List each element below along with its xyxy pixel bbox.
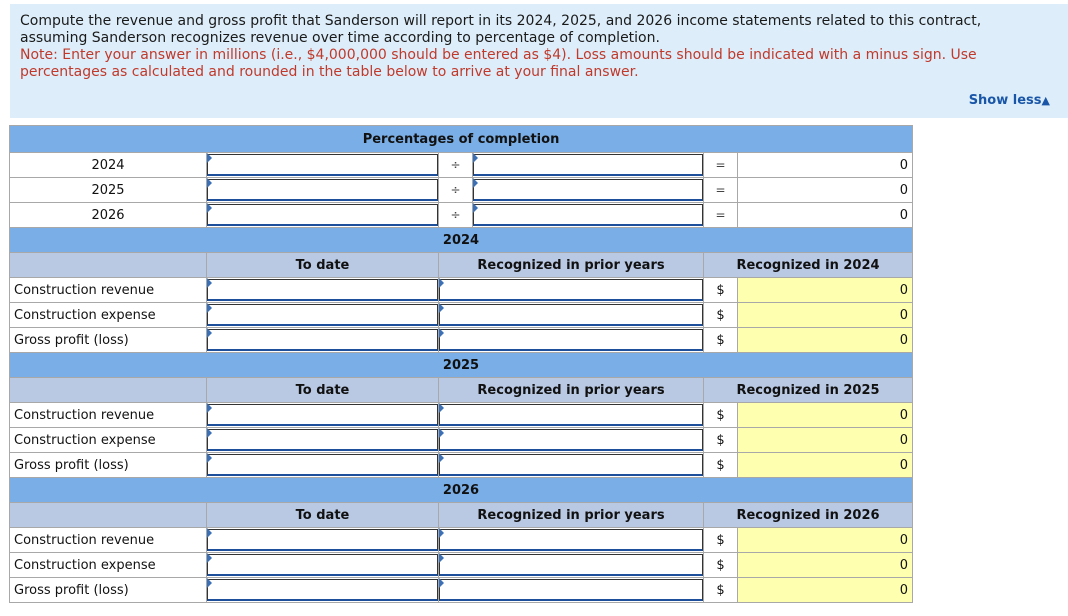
col-prior-years: Recognized in prior years: [439, 378, 704, 403]
currency-symbol: $: [704, 303, 738, 328]
pct-year: 2025: [10, 178, 207, 203]
col-to-date: To date: [207, 378, 439, 403]
prior-cell: [439, 428, 704, 453]
prior-years-input[interactable]: [439, 304, 703, 326]
to-date-input[interactable]: [207, 454, 438, 476]
pct-denominator-cell: [473, 153, 704, 178]
pct-result: 0: [738, 203, 913, 228]
to-date-cell: [207, 328, 439, 353]
recognized-value: 0: [738, 428, 913, 453]
pct-year: 2024: [10, 153, 207, 178]
col-to-date: To date: [207, 253, 439, 278]
header-blank: [10, 253, 207, 278]
pct-result: 0: [738, 178, 913, 203]
pct-row-2024: [10, 153, 913, 178]
row-label: Construction expense: [10, 553, 207, 578]
section-year: 2025: [10, 353, 913, 378]
prior-years-input[interactable]: [439, 454, 703, 476]
prior-years-input[interactable]: [439, 529, 703, 551]
col-recognized: Recognized in 2025: [704, 378, 913, 403]
to-date-cell: [207, 453, 439, 478]
divide-symbol: ÷: [439, 153, 473, 178]
instructions-main-line-1: Compute the revenue and gross profit that Sanderson will report in its 2024, 2025, and 2026 income statements related to this contract,: [20, 13, 982, 29]
currency-symbol: $: [704, 428, 738, 453]
section-band-2025: [10, 353, 913, 378]
pct-numerator-cell: [207, 203, 439, 228]
divide-symbol: ÷: [439, 178, 473, 203]
col-recognized: Recognized in 2026: [704, 503, 913, 528]
currency-symbol: $: [704, 553, 738, 578]
currency-symbol: $: [704, 528, 738, 553]
currency-symbol: $: [704, 278, 738, 303]
pct-denominator-input-2026[interactable]: [473, 204, 703, 226]
to-date-cell: [207, 553, 439, 578]
currency-symbol: $: [704, 328, 738, 353]
prior-cell: [439, 328, 704, 353]
row-revenue-2025: [10, 403, 913, 428]
to-date-input[interactable]: [207, 279, 438, 301]
pct-row-2025: [10, 178, 913, 203]
equals-symbol: =: [704, 203, 738, 228]
instructions-main-line-2: assuming Sanderson recognizes revenue over time according to percentage of completion.: [20, 30, 660, 46]
row-revenue-2026: [10, 528, 913, 553]
pct-numerator-cell: [207, 178, 439, 203]
pct-denominator-cell: [473, 178, 704, 203]
prior-cell: [439, 278, 704, 303]
pct-denominator-input-2025[interactable]: [473, 179, 703, 201]
row-label: Construction revenue: [10, 528, 207, 553]
currency-symbol: $: [704, 453, 738, 478]
instructions-note-line-2: percentages as calculated and rounded in the table below to arrive at your final answer.: [20, 64, 639, 80]
to-date-cell: [207, 303, 439, 328]
pct-numerator-input-2025[interactable]: [207, 179, 438, 201]
to-date-input[interactable]: [207, 304, 438, 326]
section-header-2026: [10, 503, 913, 528]
col-to-date: To date: [207, 503, 439, 528]
pct-band: [10, 126, 913, 153]
to-date-cell: [207, 528, 439, 553]
pct-table-title: Percentages of completion: [10, 126, 913, 153]
section-header-2024: [10, 253, 913, 278]
instructions-note-line-1: Note: Enter your answer in millions (i.e., $4,000,000 should be entered as $4). Loss amounts should be indicated with a minus sign. Use: [20, 47, 977, 63]
to-date-input[interactable]: [207, 554, 438, 576]
col-recognized: Recognized in 2024: [704, 253, 913, 278]
to-date-input[interactable]: [207, 404, 438, 426]
recognized-value: 0: [738, 453, 913, 478]
triangle-up-icon: ▲: [1041, 94, 1050, 107]
section-year: 2026: [10, 478, 913, 503]
pct-numerator-input-2026[interactable]: [207, 204, 438, 226]
pct-result: 0: [738, 153, 913, 178]
divide-symbol: ÷: [439, 203, 473, 228]
prior-cell: [439, 453, 704, 478]
row-label: Gross profit (loss): [10, 578, 207, 603]
prior-cell: [439, 578, 704, 603]
to-date-cell: [207, 578, 439, 603]
header-blank: [10, 378, 207, 403]
prior-cell: [439, 528, 704, 553]
answer-grid: [9, 125, 913, 603]
show-less-link[interactable]: [969, 93, 1050, 108]
pct-row-2026: [10, 203, 913, 228]
row-label: Construction revenue: [10, 278, 207, 303]
prior-years-input[interactable]: [439, 329, 703, 351]
equals-symbol: =: [704, 178, 738, 203]
to-date-input[interactable]: [207, 329, 438, 351]
instructions-panel: [10, 4, 1068, 118]
pct-denominator-cell: [473, 203, 704, 228]
recognized-value: 0: [738, 328, 913, 353]
header-blank: [10, 503, 207, 528]
row-gross-profit-2026: [10, 578, 913, 603]
to-date-input[interactable]: [207, 579, 438, 601]
prior-cell: [439, 403, 704, 428]
section-header-2025: [10, 378, 913, 403]
to-date-input[interactable]: [207, 429, 438, 451]
currency-symbol: $: [704, 403, 738, 428]
recognized-value: 0: [738, 278, 913, 303]
col-prior-years: Recognized in prior years: [439, 503, 704, 528]
row-label: Gross profit (loss): [10, 328, 207, 353]
prior-years-input[interactable]: [439, 279, 703, 301]
row-label: Construction revenue: [10, 403, 207, 428]
prior-years-input[interactable]: [439, 554, 703, 576]
recognized-value: 0: [738, 578, 913, 603]
to-date-input[interactable]: [207, 529, 438, 551]
pct-year: 2026: [10, 203, 207, 228]
pct-denominator-input-2024[interactable]: [473, 154, 703, 176]
currency-symbol: $: [704, 578, 738, 603]
row-label: Construction expense: [10, 428, 207, 453]
row-expense-2026: [10, 553, 913, 578]
recognized-value: 0: [738, 528, 913, 553]
pct-numerator-cell: [207, 153, 439, 178]
section-band-2024: [10, 228, 913, 253]
recognized-value: 0: [738, 303, 913, 328]
row-expense-2025: [10, 428, 913, 453]
section-year: 2024: [10, 228, 913, 253]
to-date-cell: [207, 428, 439, 453]
row-revenue-2024: [10, 278, 913, 303]
prior-cell: [439, 553, 704, 578]
row-expense-2024: [10, 303, 913, 328]
prior-cell: [439, 303, 704, 328]
row-label: Gross profit (loss): [10, 453, 207, 478]
to-date-cell: [207, 278, 439, 303]
row-gross-profit-2025: [10, 453, 913, 478]
row-gross-profit-2024: [10, 328, 913, 353]
prior-years-input[interactable]: [439, 429, 703, 451]
prior-years-input[interactable]: [439, 579, 703, 601]
section-band-2026: [10, 478, 913, 503]
col-prior-years: Recognized in prior years: [439, 253, 704, 278]
pct-numerator-input-2024[interactable]: [207, 154, 438, 176]
to-date-cell: [207, 403, 439, 428]
row-label: Construction expense: [10, 303, 207, 328]
recognized-value: 0: [738, 403, 913, 428]
recognized-value: 0: [738, 553, 913, 578]
show-less-label: Show less: [968, 93, 1042, 108]
equals-symbol: =: [704, 153, 738, 178]
prior-years-input[interactable]: [439, 404, 703, 426]
